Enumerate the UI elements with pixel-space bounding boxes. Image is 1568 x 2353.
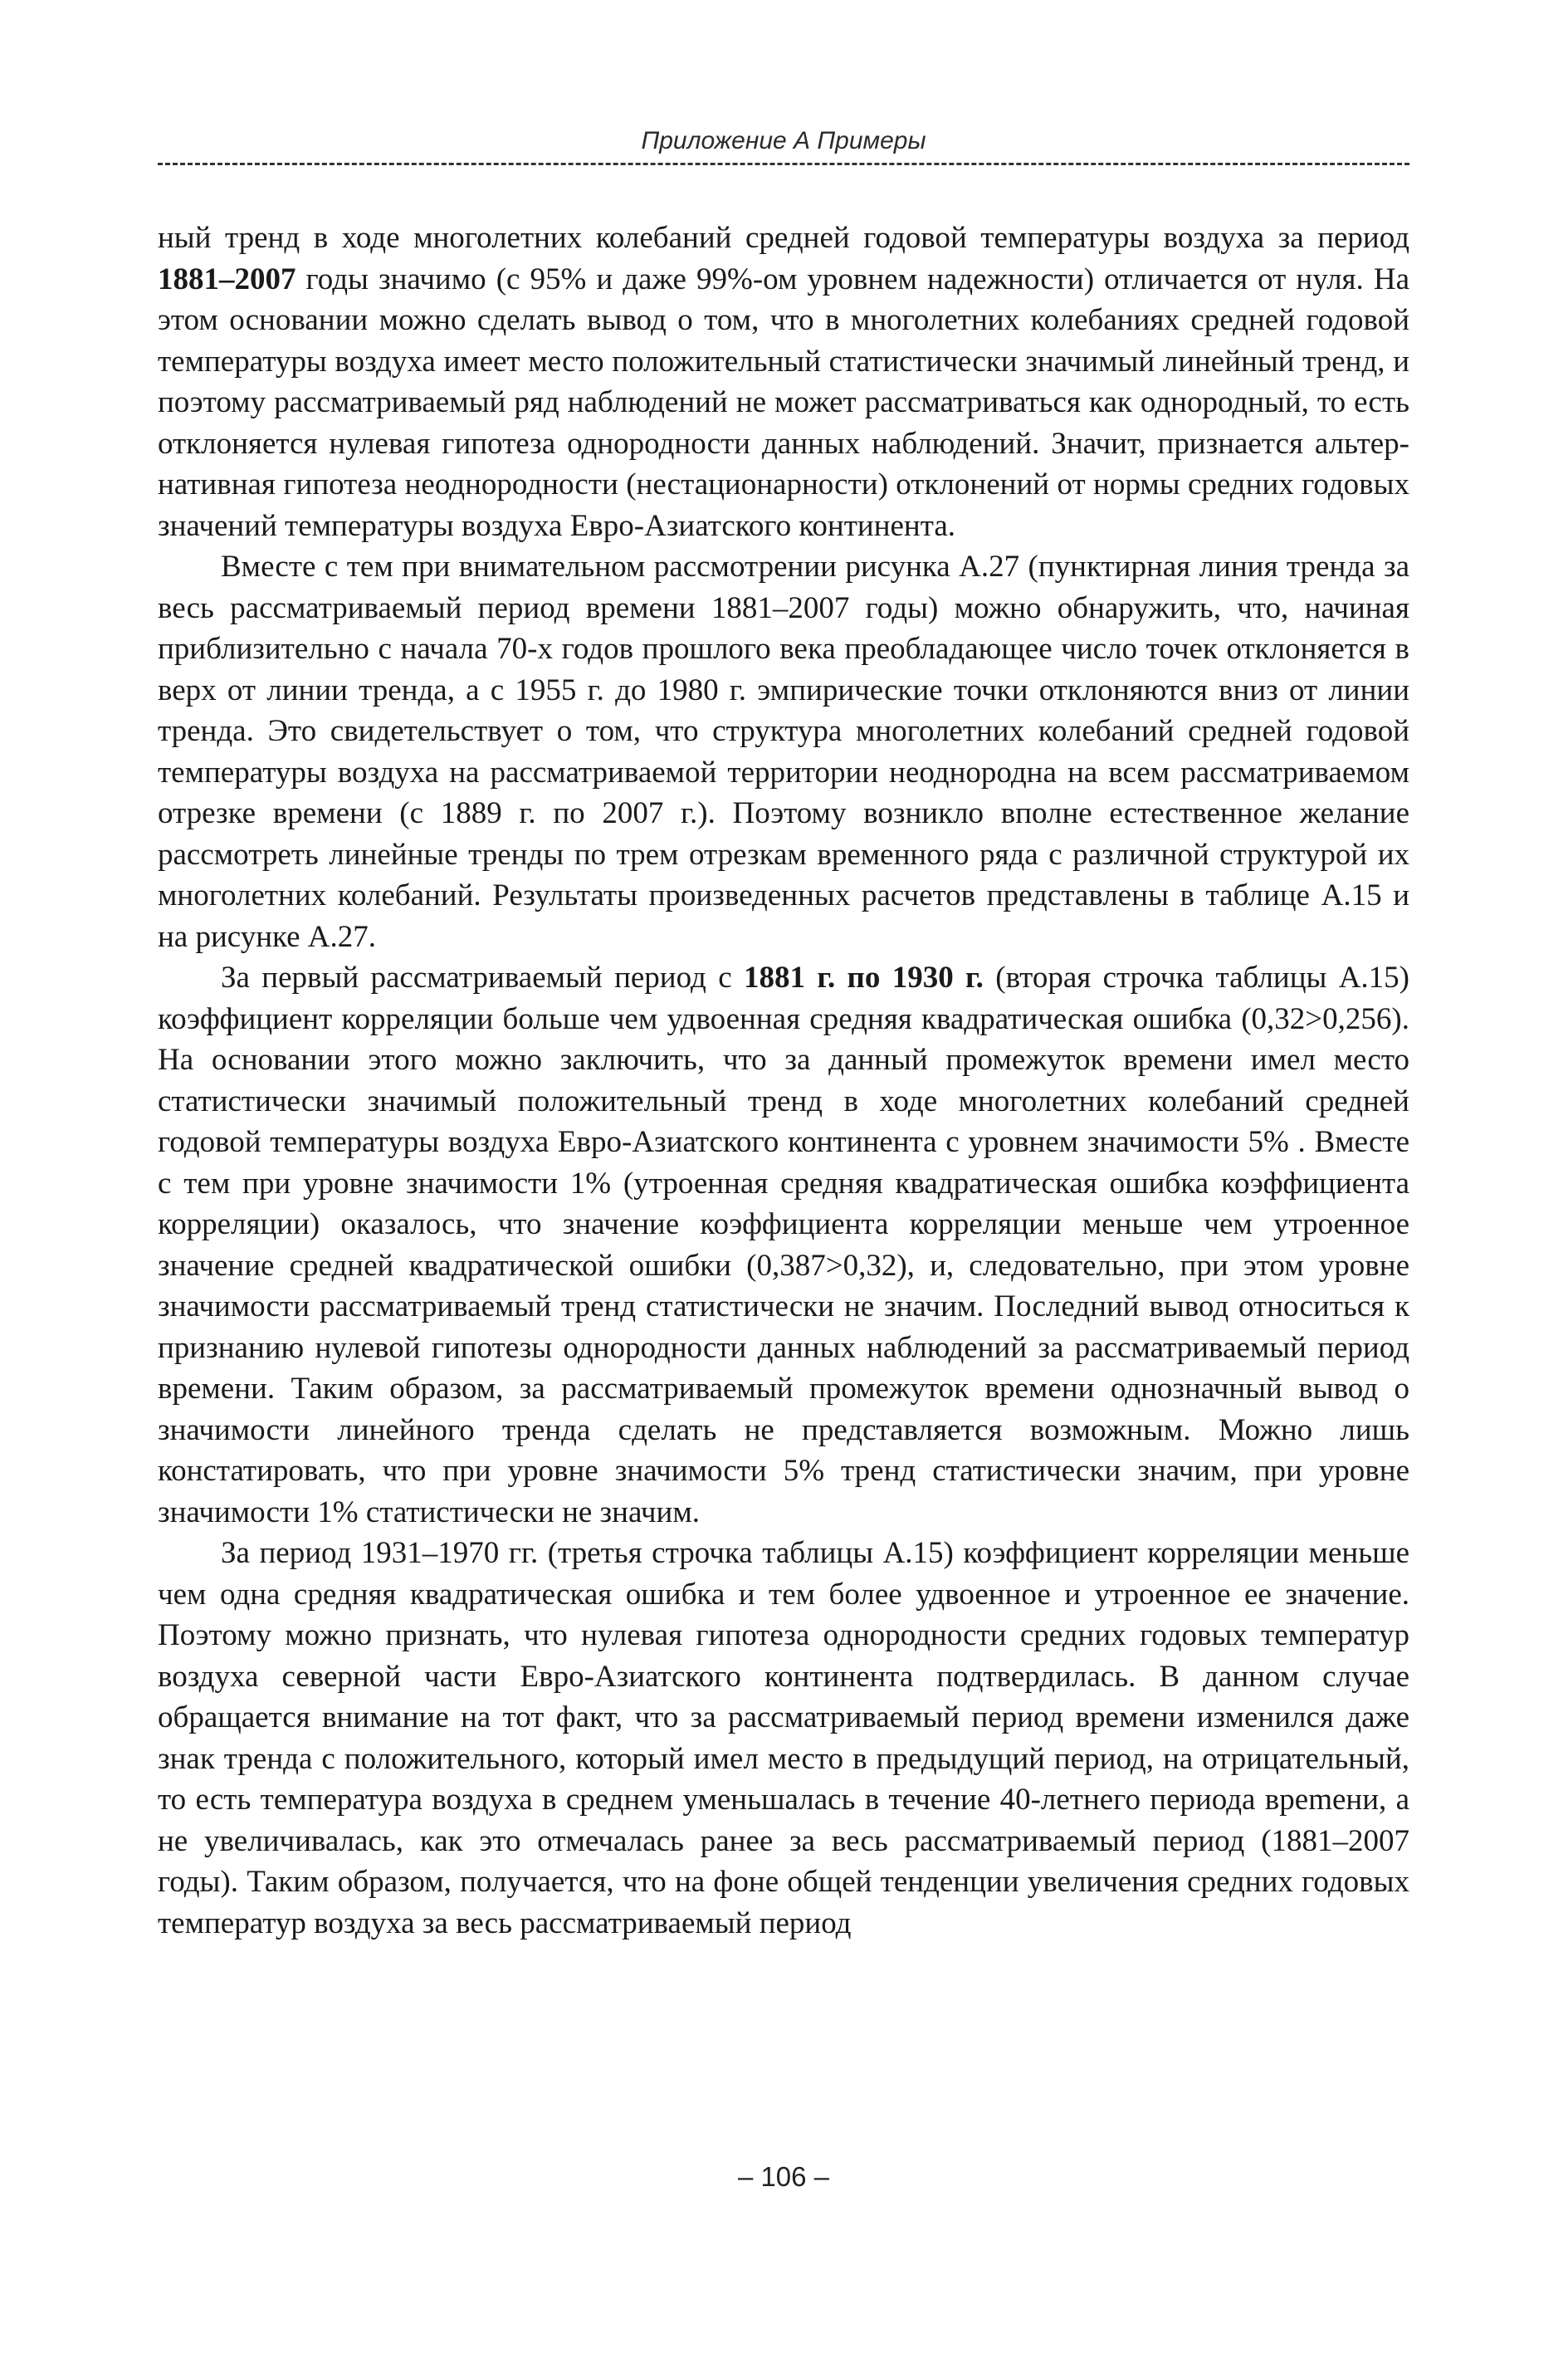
bold-text: 1881 г. по 1930 г. (743, 961, 984, 995)
paragraph-text: (вторая строчка таблицы А.15) коэффициент корреляции больше чем удвоенная средняя квадратическая ошибка (0,32>0,256). На основании этого можно заключить, что за данный промежуток времени имел место статистически значимый положительный тренд в ходе многолетних колебаний средней годовой температуры воздуха Евро-Азиатского континента с уровнем значимости 5% . Вместе с тем при уровне значимости 1% (утроенная средняя квадратическая ошибка коэффициента корреляции) оказалось, что значение коэффициента корреляции меньше чем утроенное значение средней квадратической ошибки (0,387>0,32), и, следовательно, при этом уровне значимости рассматриваемый тренд статистически не значим. Последний вывод относиться к признанию нулевой гипотезы однородности данных наблюдений за рассматриваемый период времени. Таким образом, за рассматриваемый промежуток времени однозначный вывод о значимости линейного тренда сделать не представляется возможным. Можно лишь констатировать, что при уровне значимости 5% тренд статистически значим, при уровне значимости 1% статистически не значим. (158, 961, 1410, 1529)
bold-text: 1881–2007 (158, 262, 296, 296)
paragraph (158, 218, 1409, 546)
paragraph (158, 546, 1409, 957)
paragraph (158, 1533, 1409, 1944)
paragraph-text: Вместе с тем при внимательном рассмотрении рисунка А.27 (пунктирная линия тренда за весь рассматриваемый период времени 1881–2007 годы) можно обнаружить, что, начиная приблизительно с начала 70-х годов прошлого века преобладающее число точек отклоняется в верх от линии тренда, а с 1955 г. до 1980 г. эмпирические точки отклоняются вниз от линии тренда. Это свидетельствует о том, что структура многолетних колебаний средней годовой температуры воздуха на рассматриваемой территории неоднородна на всем рассматриваемом отрезке времени (с 1889 г. по 2007 г.). Поэтому возникло вполне естественное желание рассмотреть линейные тренды по трем отрезкам временного ряда с различной структурой их многолетних колебаний. Результаты произведенных расчетов представлены в таблице А.15 и на рисунке А.27. (158, 550, 1409, 954)
paragraph-text: За период 1931–1970 гг. (третья строчка таблицы А.15) коэффициент корреляции меньше чем одна средняя квадратическая ошибка и тем более удвоенное и утроенное ее значение. Поэтому можно признать, что нулевая гипотеза однородности средних годовых температур воздуха северной части Евро-Азиатского континента подтвердилась. В данном случае обращается внимание на тот факт, что за рассматриваемый период времени изменился даже знак тренда с положительного, который имел место в предыдущий период, на отрицательный, то есть температура воздуха в среднем уменьшалась в течение 40-летнего периода вреmени, а не увеличивалась, как это отмечалась ранее за весь рассматриваемый период (1881–2007 годы). Таким образом, получается, что на фоне общей тенденции увеличения средних годовых температур воздуха за весь рассматриваемый период (158, 1536, 1409, 1940)
body-text (158, 218, 1409, 1944)
paragraph-text: За первый рассматриваемый период с (221, 961, 744, 995)
page-number: – 106 – (737, 2161, 830, 2192)
paragraph-text: годы значимо (с 95% и даже 99%-ом уровнем надежности) отличается от нуля. На этом основании можно сделать вывод о том, что в многолетних колебаниях средней годовой температуры воздуха имеет место положительный статистически значимый линейный тренд, и поэтому рассматриваемый ряд наблюдений не может рассматриваться как однородный, то есть отклоняется нулевая гипотеза однородности данных наблюдений. Значит, признается альтернативная гипотеза неоднородности (нестационарности) отклонений от нормы средних годовых значений температуры воздуха Евро-Азиатского континента. (158, 262, 1409, 543)
paragraph-text: ный тренд в ходе многолетних колебаний средней годовой температуры воздуха за период (158, 221, 1409, 255)
paragraph (158, 957, 1409, 1533)
running-header: Приложение А Примеры (641, 127, 926, 154)
header-dashed-rule (158, 163, 1409, 165)
